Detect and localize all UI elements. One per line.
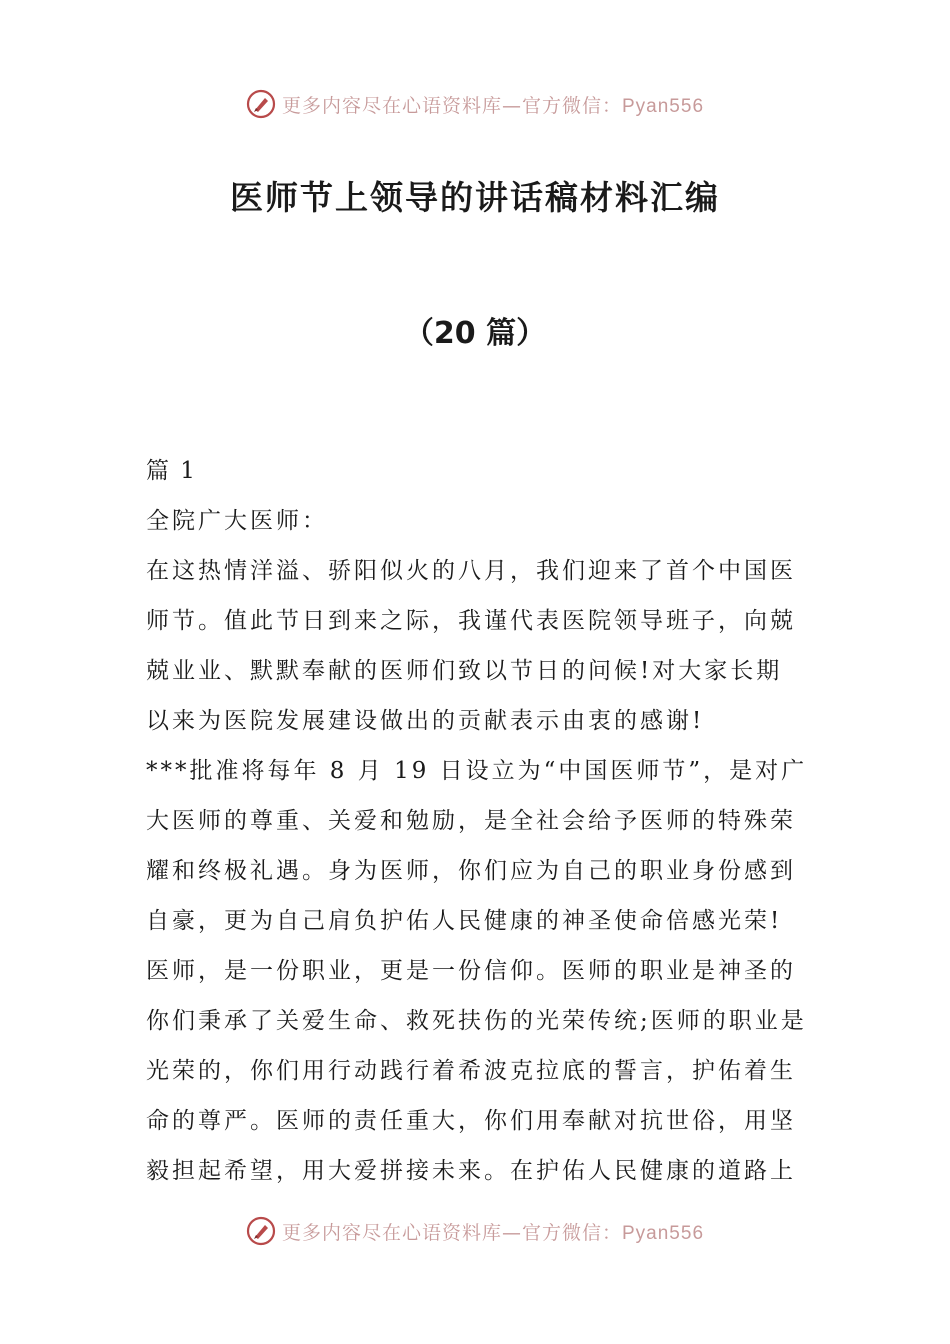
banner-promo: 更多内容尽在心语资料库—官方微信：: [281, 94, 622, 117]
banner-text: [282, 91, 704, 118]
pen-logo-icon: [246, 1216, 276, 1246]
header-banner: [0, 84, 950, 124]
paragraph: 医师，是一份职业，更是一份信仰。医师的职业是神圣的你们秉承了关爱生命、救死扶伤的光荣传统;医师的职业是光荣的，你们用行动践行着希波克拉底的誓言，护佑着生命的尊严。医师的责任重大，你们用奉献对抗世俗，用坚毅担起希望，用大爱拼接未来。在护佑人民健康的道路上: [146, 958, 807, 1184]
document-body: [146, 446, 808, 1196]
document-title: 医师节上领导的讲话稿材料汇编: [230, 178, 720, 217]
pen-logo-icon: [246, 89, 276, 119]
section-label: 篇 1: [146, 458, 197, 484]
footer-banner: [0, 1211, 950, 1251]
banner-promo: 更多内容尽在心语资料库—官方微信：: [281, 1221, 622, 1244]
paragraph: ***批准将每年 8 月 19 日设立为“中国医师节”，是对广大医师的尊重、关爱和勉励，是全社会给予医师的特殊荣耀和终极礼遇。身为医师，你们应为自己的职业身份感到自豪，更为自己肩负护佑人民健康的神圣使命倍感光荣!: [146, 758, 808, 934]
banner-text: [282, 1218, 704, 1245]
wechat-id: Pyan556: [622, 1222, 705, 1244]
paragraph: 在这热情洋溢、骄阳似火的八月，我们迎来了首个中国医师节。值此节日到来之际，我谨代表医院领导班子，向兢兢业业、默默奉献的医师们致以节日的问候!对大家长期以来为医院发展建设做出的贡献表示由衷的感谢!: [146, 558, 796, 734]
document-subtitle: （20 篇）: [403, 316, 547, 351]
salutation: 全院广大医师：: [146, 508, 328, 534]
wechat-id: Pyan556: [622, 95, 705, 117]
